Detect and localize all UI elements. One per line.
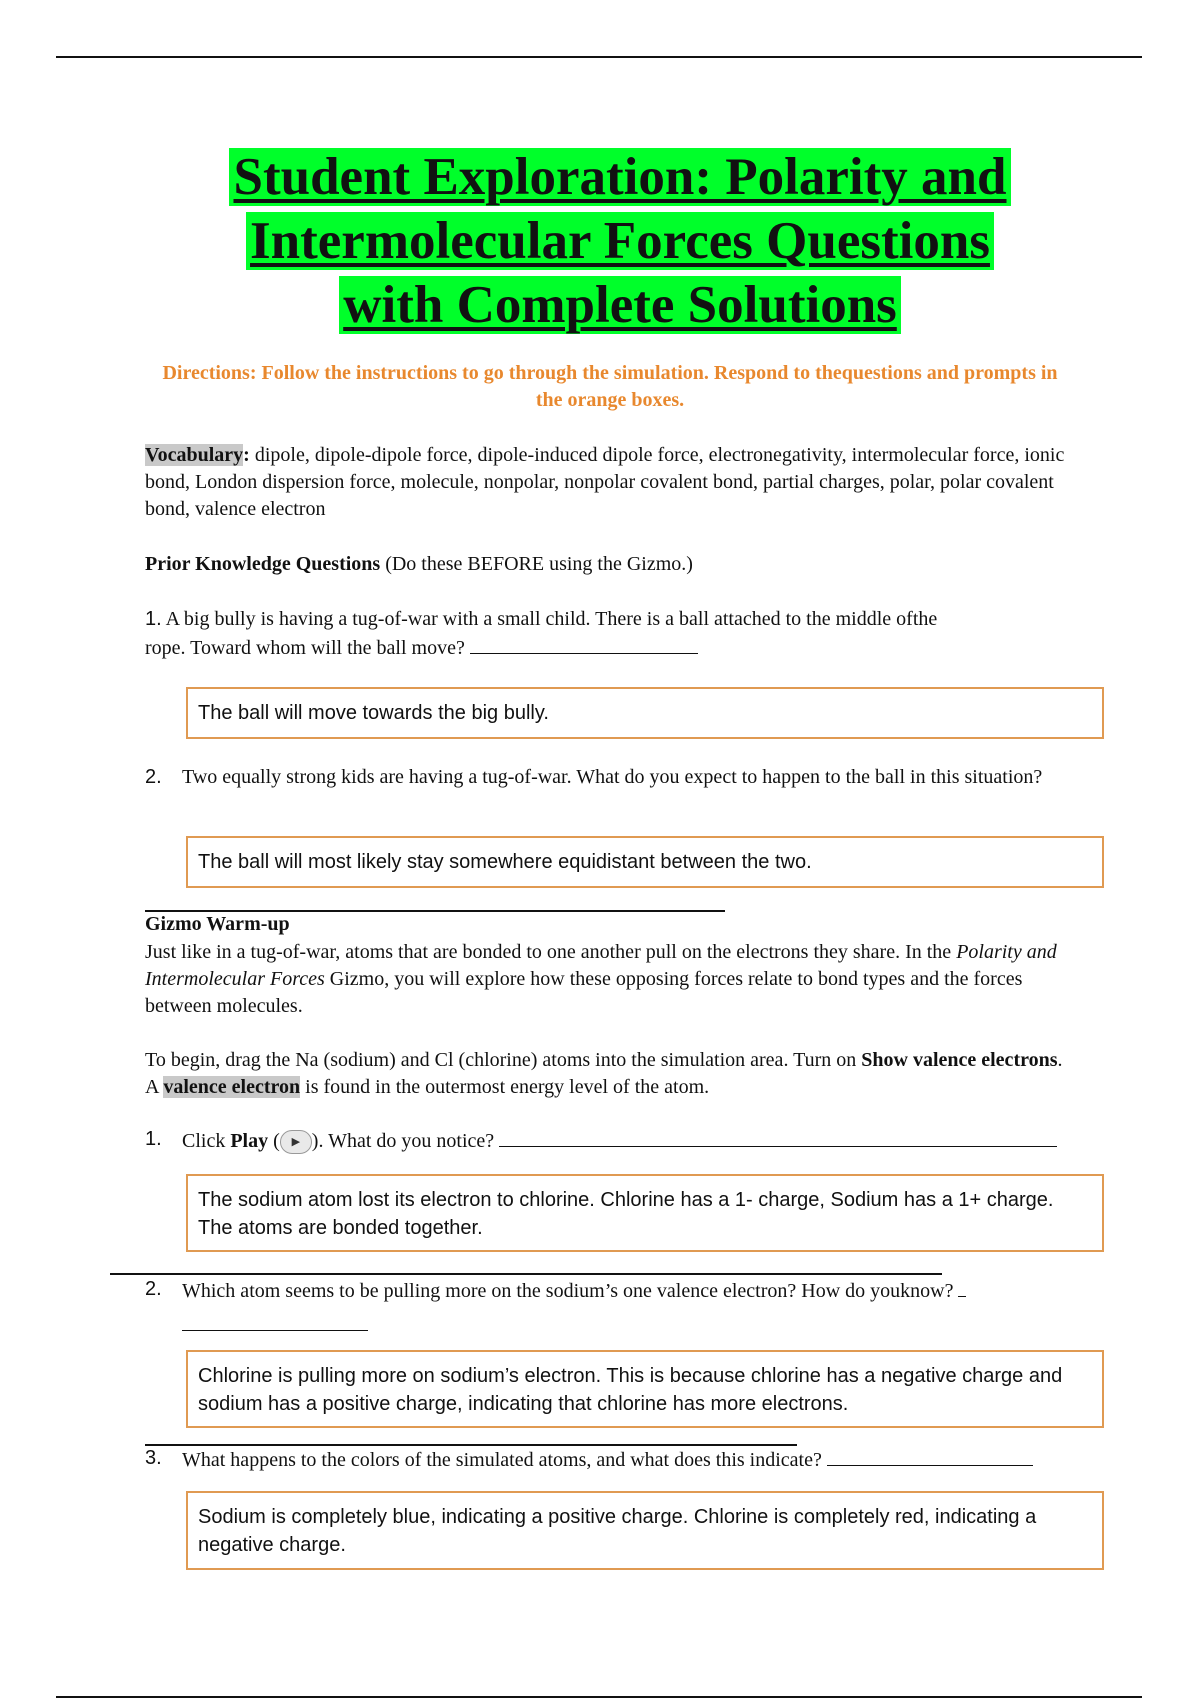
warmup-begin-part2: . A [145, 1049, 1063, 1098]
warmup-question-1-text-before: Click [182, 1130, 231, 1152]
warmup-question-1 [182, 1126, 1102, 1155]
warmup-begin-part3: is found in the outermost energy level of the atom. [300, 1076, 710, 1098]
prior-answer-1-text: The ball will move towards the big bully. [198, 702, 549, 724]
document-title [0, 145, 1200, 337]
prior-knowledge-heading: Prior Knowledge Questions [145, 553, 381, 575]
answer-blank-line [470, 633, 698, 654]
warmup-intro [145, 939, 1075, 1020]
warmup-question-3-text: What happens to the colors of the simulated atoms, and what does this indicate? [182, 1449, 822, 1471]
warmup-answer-2-box[interactable] [186, 1350, 1104, 1428]
warmup-answer-3-text: Sodium is completely blue, indicating a positive charge. Chlorine is completely red, indicating a negative charge. [198, 1506, 1037, 1556]
prior-question-1 [145, 606, 1075, 662]
answer-blank-line [182, 1310, 368, 1331]
warmup-begin [145, 1047, 1075, 1101]
answer-blank-line [499, 1126, 1057, 1147]
prior-question-2-number: 2. [145, 766, 162, 788]
warmup-begin-part1: To begin, drag the Na (sodium) and Cl (chlorine) atoms into the simulation area. Turn on [145, 1049, 862, 1071]
directions-text: Directions: Follow the instructions to go through the simulation. Respond to thequestions and prompts in the orange boxes. [162, 362, 1058, 411]
prior-question-1-text-line2: rope. Toward whom will the ball move? [145, 637, 465, 659]
warmup-question-2 [182, 1276, 1082, 1305]
warmup-question-2-text: Which atom seems to be pulling more on the sodium’s one valence electron? How do youknow? [182, 1280, 954, 1302]
play-icon: ▶ [280, 1130, 312, 1154]
warmup-answer-3-box[interactable] [186, 1491, 1104, 1570]
warmup-question-3 [182, 1445, 1102, 1474]
page-top-rule [56, 56, 1142, 58]
prior-question-1-text-line1: A big bully is having a tug-of-war with a small child. There is a ball attached to the middle ofthe [165, 608, 938, 630]
warmup-intro-part1: Just like in a tug-of-war, atoms that are bonded to one another pull on the electrons they share. In the [145, 941, 957, 963]
warmup-answer-1-text: The sodium atom lost its electron to chlorine. Chlorine has a 1- charge, Sodium has a 1+ charge. The atoms are bonded together. [198, 1189, 1054, 1239]
title-line-1: Student Exploration: Polarity and [229, 148, 1010, 206]
divider-line [110, 1273, 942, 1275]
prior-knowledge-heading-line [145, 551, 1075, 578]
prior-answer-2-box[interactable] [186, 836, 1104, 888]
vocabulary-paragraph [145, 442, 1075, 523]
page-bottom-rule [56, 1696, 1142, 1698]
warmup-question-3-number: 3. [145, 1447, 162, 1469]
warmup-intro-part2: Gizmo, you will explore how these opposing forces relate to bond types and the forces between molecules. [145, 968, 1023, 1017]
warmup-question-1-paren: ( [268, 1130, 280, 1152]
warmup-begin-bold: Show valence electrons [861, 1049, 1058, 1071]
prior-knowledge-note: (Do these BEFORE using the Gizmo.) [380, 553, 693, 575]
warmup-answer-2-text: Chlorine is pulling more on sodium’s electron. This is because chlorine has a negative charge and sodium has a positive charge, indicating that chlorine has more electrons. [198, 1365, 1063, 1415]
prior-question-1-number: 1. [145, 608, 162, 630]
warmup-question-1-bold: Play [230, 1130, 269, 1152]
answer-blank-line [958, 1276, 966, 1297]
prior-answer-2-text: The ball will most likely stay somewhere equidistant between the two. [198, 851, 812, 873]
vocabulary-colon: : [243, 444, 250, 466]
warmup-question-1-number: 1. [145, 1128, 162, 1150]
warmup-question-1-text-after: ). What do you notice? [311, 1130, 495, 1152]
title-line-2: Intermolecular Forces Questions [246, 212, 994, 270]
warmup-heading: Gizmo Warm-up [145, 913, 290, 935]
valence-electron-highlight: valence electron [163, 1076, 301, 1098]
vocabulary-terms: dipole, dipole-dipole force, dipole-induced dipole force, electronegativity, intermolecular force, ionic bond, London dispersion force, molecule, nonpolar, nonpolar covalent bond, partial charges, polar, polar covalent bond, valence electron [145, 444, 1065, 520]
answer-blank-line [827, 1445, 1033, 1466]
warmup-question-2-number: 2. [145, 1278, 162, 1300]
warmup-answer-1-box[interactable] [186, 1174, 1104, 1252]
prior-answer-1-box[interactable] [186, 687, 1104, 739]
title-line-3: with Complete Solutions [339, 276, 901, 334]
prior-question-2-text: Two equally strong kids are having a tug-of-war. What do you expect to happen to the ball in this situation? [182, 766, 1043, 788]
warmup-intro-italic: Polarity and Intermolecular Forces [145, 941, 1057, 990]
vocabulary-label: Vocabulary [145, 444, 244, 466]
